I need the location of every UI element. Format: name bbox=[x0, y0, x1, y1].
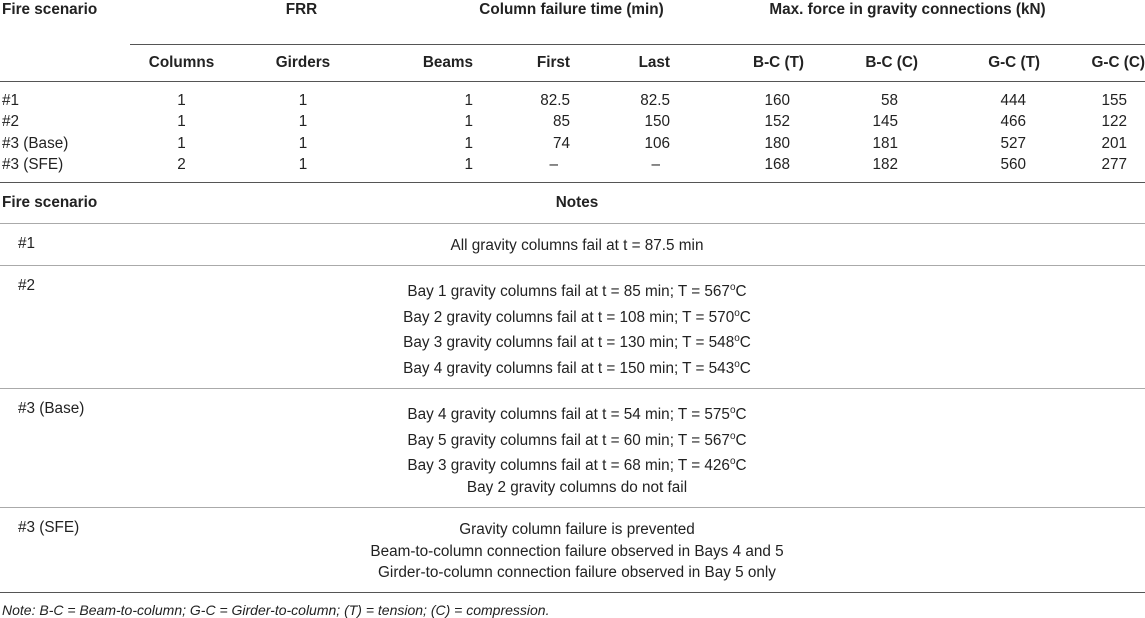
cell-last: 106 bbox=[644, 134, 671, 152]
subheader-beams: Beams bbox=[422, 54, 473, 71]
header-fire-scenario: Fire scenario bbox=[2, 1, 98, 18]
cell-bc-c: 181 bbox=[872, 134, 899, 152]
cell-last: 82.5 bbox=[640, 91, 671, 109]
notes-row bbox=[0, 507, 1145, 592]
subheader-gc-t: G-C (T) bbox=[988, 54, 1041, 71]
note-line: Gravity column failure is prevented bbox=[459, 520, 695, 538]
cell-first: 74 bbox=[552, 134, 570, 152]
note-line: Beam-to-column connection failure observed in Bays 4 and 5 bbox=[370, 542, 784, 560]
subheader-first: First bbox=[536, 54, 570, 71]
notes-scenario: #2 bbox=[0, 265, 230, 388]
note-line: Bay 2 gravity columns fail at t = 108 min; $T = 570^oC$ bbox=[403, 307, 751, 326]
cell-gc-c: 201 bbox=[1101, 134, 1128, 152]
subheader-last: Last bbox=[638, 54, 671, 71]
notes-scenario: #3 (Base) bbox=[0, 388, 230, 507]
cell-girders: 1 bbox=[298, 156, 308, 174]
cell-bc-t: 168 bbox=[764, 156, 791, 174]
note-line: Girder-to-column connection failure observed in Bay 5 only bbox=[378, 564, 776, 582]
notes-row bbox=[0, 265, 1145, 388]
cell-gc-t: 560 bbox=[1000, 156, 1027, 174]
cell-columns: 1 bbox=[177, 91, 186, 109]
subheader-gc-c: G-C (C) bbox=[1091, 54, 1145, 71]
table-row bbox=[0, 155, 1145, 183]
cell-first: – bbox=[549, 156, 558, 174]
cell-girders: 1 bbox=[298, 134, 308, 152]
cell-bc-t: 152 bbox=[764, 113, 791, 131]
connection-forces-table bbox=[0, 0, 1145, 183]
cell-gc-t: 527 bbox=[1000, 134, 1027, 152]
cell-girders: 1 bbox=[298, 113, 308, 131]
subheader-bc-t: B-C (T) bbox=[753, 54, 805, 71]
cell-gc-t: 444 bbox=[1000, 91, 1027, 109]
cell-columns: 2 bbox=[177, 156, 186, 174]
header-column-failure: Column failure time (min) bbox=[473, 0, 670, 45]
row-scenario: #3 (SFE) bbox=[2, 156, 64, 174]
note-line: Bay 4 gravity columns fail at t = 150 min; $T = 543^oC$ bbox=[403, 359, 751, 378]
cell-girders: 1 bbox=[298, 91, 308, 109]
cell-first: 85 bbox=[552, 113, 570, 131]
cell-first: 82.5 bbox=[540, 91, 570, 109]
notes-row bbox=[0, 388, 1145, 507]
cell-last: – bbox=[651, 156, 661, 174]
table-row bbox=[0, 112, 1145, 134]
cell-gc-c: 277 bbox=[1101, 156, 1128, 174]
row-scenario: #1 bbox=[2, 91, 20, 109]
table-footnote: Note: B-C = Beam-to-column; G-C = Girder-to-column; (T) = tension; (C) = compression. bbox=[2, 602, 550, 618]
cell-columns: 1 bbox=[177, 113, 186, 131]
cell-bc-c: 58 bbox=[881, 91, 899, 109]
header-max-force: Max. force in gravity connections (kN) bbox=[670, 0, 1145, 45]
notes-scenario: #3 (SFE) bbox=[0, 507, 230, 592]
cell-columns: 1 bbox=[177, 134, 186, 152]
cell-bc-c: 145 bbox=[872, 113, 899, 131]
note-line: Bay 5 gravity columns fail at t = 60 min; $T = 567^oC$ bbox=[407, 430, 747, 449]
cell-gc-c: 155 bbox=[1101, 91, 1128, 109]
notes-scenario: #1 bbox=[0, 224, 230, 266]
note-line: Bay 4 gravity columns fail at t = 54 min; $T = 575^oC$ bbox=[407, 404, 747, 423]
cell-last: 150 bbox=[644, 113, 671, 131]
cell-gc-c: 122 bbox=[1101, 113, 1128, 131]
cell-bc-c: 182 bbox=[872, 156, 899, 174]
subheader-bc-c: B-C (C) bbox=[865, 54, 919, 71]
notes-row bbox=[0, 224, 1145, 266]
row-scenario: #2 bbox=[2, 113, 20, 131]
note-line: Bay 3 gravity columns fail at t = 130 min; $T = 548^oC$ bbox=[403, 333, 751, 352]
notes-table bbox=[0, 183, 1145, 593]
row-scenario: #3 (Base) bbox=[2, 134, 69, 152]
notes-header-notes: Notes bbox=[555, 194, 599, 211]
cell-beams: 1 bbox=[464, 91, 473, 109]
subheader-girders: Girders bbox=[275, 54, 331, 71]
cell-beams: 1 bbox=[464, 134, 473, 152]
note-line: Bay 1 gravity columns fail at t = 85 min; $T = 567^oC$ bbox=[407, 281, 747, 300]
table-row bbox=[0, 82, 1145, 112]
subheader-columns: Columns bbox=[148, 54, 215, 71]
note-line: Bay 2 gravity columns do not fail bbox=[466, 479, 688, 497]
cell-gc-t: 466 bbox=[1000, 113, 1027, 131]
cell-beams: 1 bbox=[464, 113, 473, 131]
notes-header-fire-scenario: Fire scenario bbox=[2, 194, 98, 211]
table-row bbox=[0, 133, 1145, 155]
cell-beams: 1 bbox=[464, 156, 473, 174]
header-frr: FRR bbox=[130, 0, 473, 45]
cell-bc-t: 160 bbox=[764, 91, 791, 109]
note-line: Bay 3 gravity columns fail at t = 68 min; $T = 426^oC$ bbox=[407, 456, 747, 475]
cell-bc-t: 180 bbox=[764, 134, 791, 152]
note-line: All gravity columns fail at t = 87.5 min bbox=[450, 237, 704, 254]
